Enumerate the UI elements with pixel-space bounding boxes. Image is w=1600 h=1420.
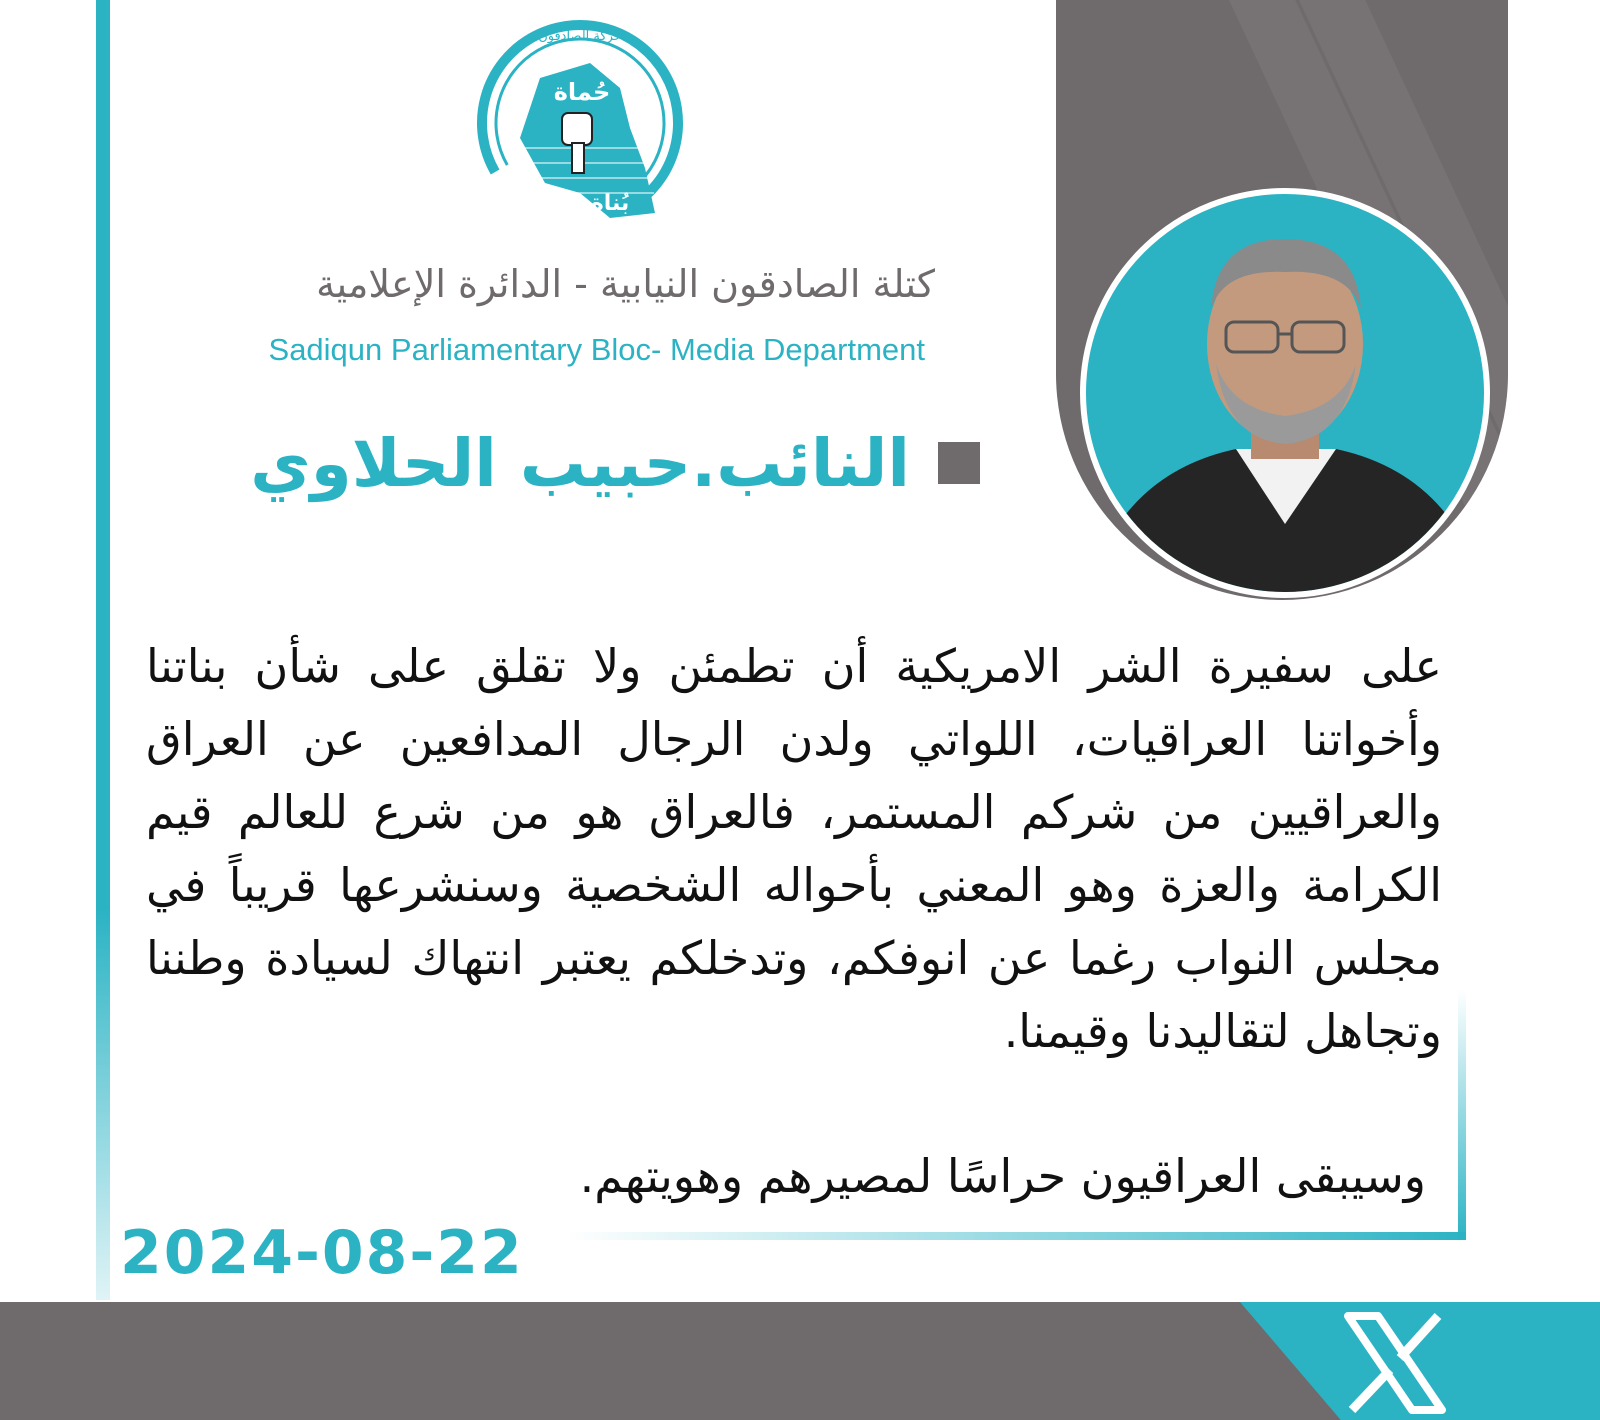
speaker-name-row bbox=[220, 418, 980, 508]
portrait-silhouette-icon bbox=[1086, 194, 1484, 592]
statement-date: 2024-08-22 bbox=[120, 1218, 524, 1288]
statement-body: على سفيرة الشر الامريكية أن تطمئن ولا تقلق على شأن بناتنا وأخواتنا العراقيات، اللواتي ولدن الرجال المدافعين عن العراق والعراقيين من شركم المستمر، فالعراق هو من شرع للعالم قيم الكرامة والعزة وهو المعني بأحواله الشخصية وسنشرعها قريباً في مجلس النواب رغما عن انوفكم، وتدخلكم يعتبر انتهاك لسيادة وطننا وتجاهل لتقاليدنا وقيمنا. bbox=[146, 639, 1442, 1058]
logo-bottom-word: بُناة bbox=[590, 191, 630, 216]
left-accent-bar bbox=[96, 0, 110, 1300]
logo-ring-text: حركة الصادقون bbox=[538, 29, 622, 44]
speaker-name: النائب.حبيب الحلاوي bbox=[250, 424, 910, 502]
speaker-portrait bbox=[1080, 188, 1490, 598]
org-name-english: Sadiqun Parliamentary Bloc- Media Department bbox=[268, 332, 925, 367]
org-name-arabic: كتلة الصادقون النيابية - الدائرة الإعلامية bbox=[316, 262, 935, 306]
frame-bottom-edge bbox=[566, 1232, 1466, 1240]
statement-closing: وسيبقى العراقيون حراسًا لمصيرهم وهويتهم. bbox=[579, 1149, 1426, 1203]
logo-top-word: حُماة bbox=[553, 78, 611, 106]
frame-right-edge bbox=[1458, 990, 1466, 1240]
sadiqun-logo bbox=[470, 18, 690, 238]
square-bullet-icon bbox=[938, 442, 980, 484]
x-logo-icon bbox=[1340, 1308, 1450, 1418]
